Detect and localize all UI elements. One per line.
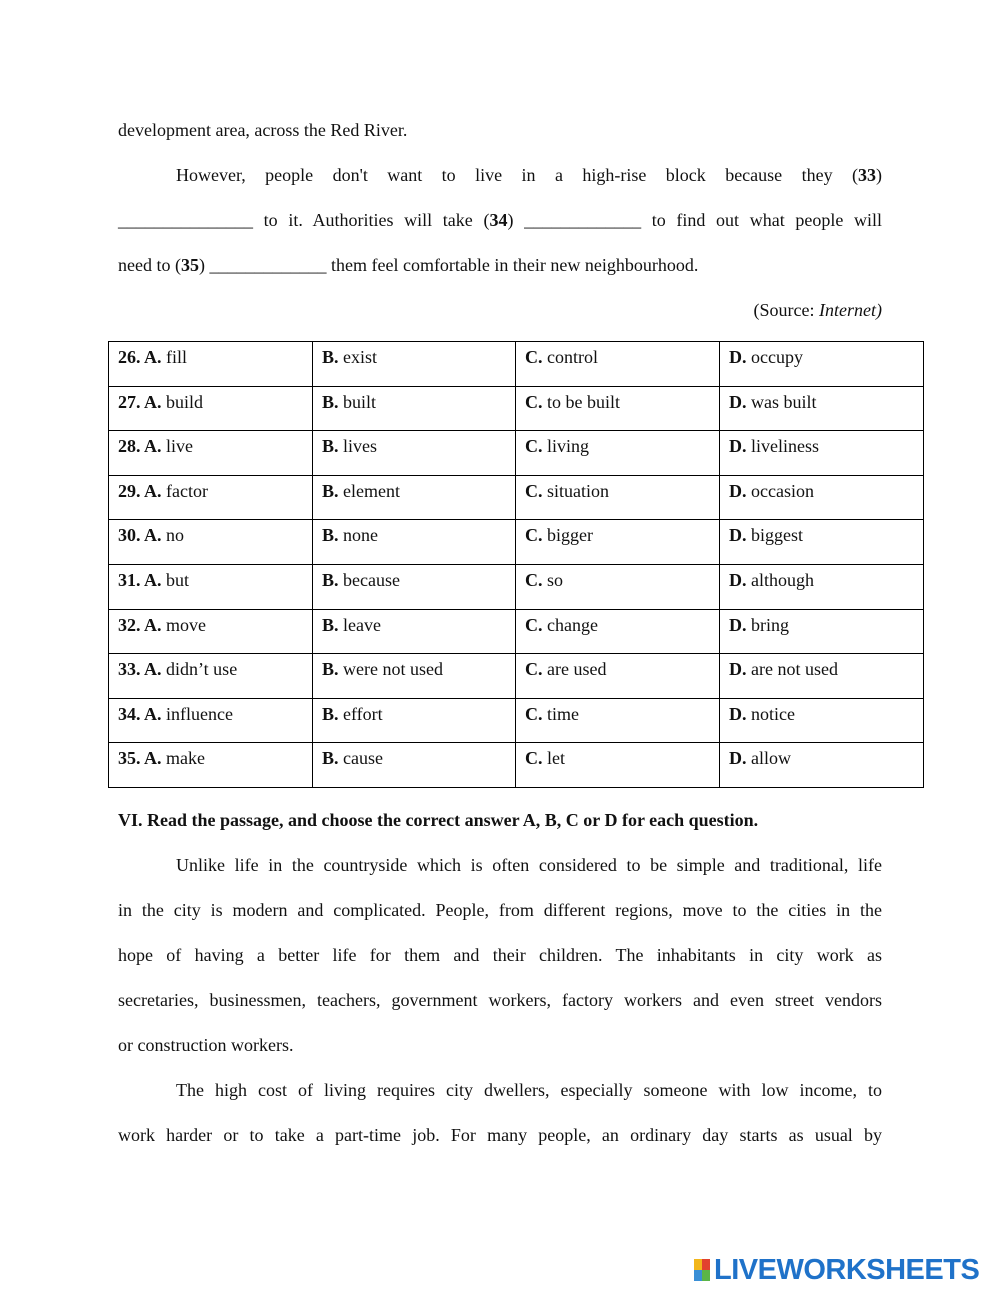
passage-line-1: development area, across the Red River. <box>118 120 408 140</box>
option-a-text: didn’t use <box>161 659 238 680</box>
option-a-text: build <box>161 391 204 412</box>
option-b-label: B. <box>322 703 339 724</box>
option-c[interactable] <box>516 475 720 520</box>
option-d-text: bring <box>746 614 789 635</box>
option-b-label: B. <box>322 436 339 457</box>
option-d-text: allow <box>746 748 791 769</box>
option-c-text: change <box>542 614 598 635</box>
option-row <box>109 431 924 476</box>
option-d-text: notice <box>746 703 795 724</box>
option-b-label: B. <box>322 614 339 635</box>
option-a-text: live <box>161 436 194 457</box>
option-d-label: D. <box>729 347 747 367</box>
option-c-label: C. <box>525 391 543 412</box>
option-d-label: D. <box>729 525 747 546</box>
option-d-label: D. <box>729 703 747 724</box>
option-d-text: was built <box>746 391 817 412</box>
option-a-label: 27. A. <box>118 391 162 412</box>
option-b[interactable] <box>313 609 516 654</box>
option-c[interactable] <box>516 698 720 743</box>
paragraph-1-line-2: in the city is modern and complicated. People, from different regions, move to the cities in the <box>118 900 882 920</box>
option-c[interactable] <box>516 564 720 609</box>
option-b-text: none <box>338 525 379 546</box>
option-a-label: 26. A. <box>118 347 162 367</box>
option-c-label: C. <box>525 703 543 724</box>
option-b[interactable] <box>313 564 516 609</box>
option-d[interactable] <box>720 698 924 743</box>
option-c-label: C. <box>525 347 543 367</box>
option-b-label: B. <box>322 569 339 590</box>
option-b-label: B. <box>322 391 339 412</box>
option-b[interactable] <box>313 431 516 476</box>
option-a[interactable] <box>109 698 313 743</box>
option-b-text: exist <box>338 347 378 367</box>
passage-line-3: _______________ to it. Authorities will take (34) _____________ to find out what people will <box>118 210 883 230</box>
option-c[interactable] <box>516 609 720 654</box>
option-c-label: C. <box>525 525 543 546</box>
option-c-text: living <box>542 436 590 457</box>
option-d[interactable] <box>720 520 924 565</box>
option-b-text: built <box>338 391 377 412</box>
paragraph-2-line-1: The high cost of living requires city dwellers, especially someone with low income, to <box>176 1080 882 1100</box>
option-c-text: time <box>542 703 579 724</box>
option-row <box>109 475 924 520</box>
option-row <box>109 609 924 654</box>
option-a-label: 29. A. <box>118 480 162 501</box>
option-d-text: biggest <box>746 525 803 546</box>
option-d-text: are not used <box>746 659 838 680</box>
option-d-label: D. <box>729 436 747 457</box>
option-row <box>109 342 924 387</box>
paragraph-1-line-5: or construction workers. <box>118 1035 294 1055</box>
option-c[interactable] <box>516 743 720 788</box>
option-row <box>109 743 924 788</box>
option-a[interactable] <box>109 609 313 654</box>
answer-options-table <box>108 341 924 788</box>
logo-mark-icon <box>694 1259 710 1281</box>
option-row <box>109 654 924 699</box>
section-6-heading: VI. Read the passage, and choose the correct answer A, B, C or D for each question. <box>118 810 759 830</box>
option-a[interactable] <box>109 564 313 609</box>
blank-35[interactable]: _____________ <box>209 255 327 275</box>
option-b[interactable] <box>313 475 516 520</box>
option-b[interactable] <box>313 342 516 387</box>
option-d-label: D. <box>729 748 747 769</box>
option-b[interactable] <box>313 520 516 565</box>
option-c[interactable] <box>516 431 720 476</box>
option-b-label: B. <box>322 748 339 769</box>
option-a-label: 35. A. <box>118 748 162 769</box>
option-b[interactable] <box>313 698 516 743</box>
option-a-label: 34. A. <box>118 703 162 724</box>
paragraph-1-line-3: hope of having a better life for them and their children. The inhabitants in city work as <box>118 945 882 965</box>
option-row <box>109 386 924 431</box>
option-c-text: to be built <box>542 391 620 412</box>
source-citation: (Source: Internet) <box>753 300 882 320</box>
option-d-label: D. <box>729 659 747 680</box>
option-a-text: make <box>161 748 205 769</box>
option-b-label: B. <box>322 480 339 501</box>
option-d[interactable] <box>720 564 924 609</box>
option-a-label: 33. A. <box>118 659 162 680</box>
option-a[interactable] <box>109 342 313 387</box>
option-a-text: move <box>161 614 207 635</box>
option-c-label: C. <box>525 569 543 590</box>
option-c-label: C. <box>525 480 543 501</box>
liveworksheets-logo[interactable] <box>694 1254 979 1286</box>
option-a-label: 28. A. <box>118 436 162 457</box>
option-c-label: C. <box>525 436 543 457</box>
option-d[interactable] <box>720 431 924 476</box>
option-a-text: fill <box>161 347 188 367</box>
option-a-text: influence <box>161 703 233 724</box>
option-c-label: C. <box>525 748 543 769</box>
option-row <box>109 564 924 609</box>
passage-line-4: need to (35) _____________ them feel comfortable in their new neighbourhood. <box>118 255 699 275</box>
option-c-label: C. <box>525 614 543 635</box>
option-c[interactable] <box>516 342 720 387</box>
option-a[interactable] <box>109 654 313 699</box>
option-c[interactable] <box>516 654 720 699</box>
option-a[interactable] <box>109 520 313 565</box>
option-c-text: let <box>542 748 565 769</box>
blank-34[interactable]: _____________ <box>524 210 642 230</box>
option-a-label: 32. A. <box>118 614 162 635</box>
option-a[interactable] <box>109 743 313 788</box>
option-b[interactable] <box>313 654 516 699</box>
option-b-text: element <box>338 480 400 501</box>
option-d[interactable] <box>720 654 924 699</box>
option-d-text: occasion <box>746 480 814 501</box>
option-b-text: were not used <box>338 659 443 680</box>
option-d[interactable] <box>720 342 924 387</box>
option-a-label: 31. A. <box>118 569 162 590</box>
option-d-text: although <box>746 569 814 590</box>
option-b-label: B. <box>322 525 339 546</box>
blank-33[interactable]: _______________ <box>118 210 253 230</box>
option-d-label: D. <box>729 569 747 590</box>
option-c-text: bigger <box>542 525 593 546</box>
option-b-label: B. <box>322 659 339 680</box>
option-c[interactable] <box>516 520 720 565</box>
option-c-label: C. <box>525 659 543 680</box>
option-b[interactable] <box>313 743 516 788</box>
option-d-label: D. <box>729 614 747 635</box>
option-a-text: factor <box>161 480 208 501</box>
option-b-text: because <box>338 569 400 590</box>
option-c-text: are used <box>542 659 607 680</box>
option-d[interactable] <box>720 475 924 520</box>
paragraph-1-line-4: secretaries, businessmen, teachers, government workers, factory workers and even street vendors <box>118 990 882 1010</box>
option-d[interactable] <box>720 609 924 654</box>
option-b-text: lives <box>338 436 378 457</box>
option-a-text: no <box>161 525 185 546</box>
option-d-label: D. <box>729 480 747 501</box>
option-d[interactable] <box>720 386 924 431</box>
option-d-text: occupy <box>746 347 803 367</box>
option-b-label: B. <box>322 347 339 367</box>
option-c[interactable] <box>516 386 720 431</box>
option-a-text: but <box>161 569 190 590</box>
option-d-label: D. <box>729 391 747 412</box>
option-row <box>109 698 924 743</box>
option-a[interactable] <box>109 386 313 431</box>
option-a-label: 30. A. <box>118 525 162 546</box>
option-row <box>109 520 924 565</box>
option-b[interactable] <box>313 386 516 431</box>
option-d[interactable] <box>720 743 924 788</box>
paragraph-2-line-2: work harder or to take a part-time job. For many people, an ordinary day starts as usual by <box>118 1125 882 1145</box>
option-a[interactable] <box>109 475 313 520</box>
paragraph-1-line-1: Unlike life in the countryside which is often considered to be simple and traditional, life <box>176 855 882 875</box>
option-b-text: cause <box>338 748 383 769</box>
passage-line-2: However, people don't want to live in a high-rise block because they (33) <box>176 165 882 185</box>
option-c-text: so <box>542 569 564 590</box>
option-c-text: control <box>542 347 598 367</box>
option-b-text: effort <box>338 703 383 724</box>
option-b-text: leave <box>338 614 381 635</box>
option-d-text: liveliness <box>746 436 819 457</box>
option-a[interactable] <box>109 431 313 476</box>
logo-text: LIVEWORKSHEETS <box>714 1253 980 1286</box>
option-c-text: situation <box>542 480 609 501</box>
